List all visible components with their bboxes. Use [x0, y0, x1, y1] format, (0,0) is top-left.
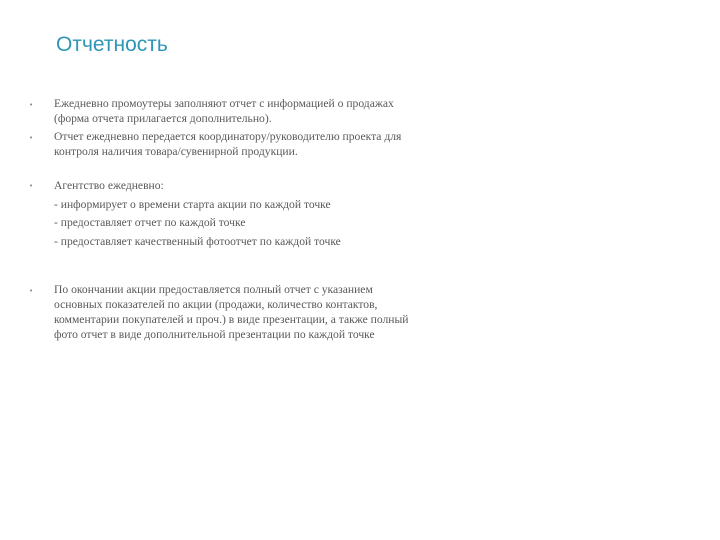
paragraph-line: комментарии покупателей и проч.) в виде презентации, а также полный — [54, 313, 409, 326]
paragraph-line: (форма отчета прилагается дополнительно). — [54, 112, 272, 125]
paragraph-line: фото отчет в виде дополнительной презентации по каждой точке — [54, 328, 375, 341]
bullet-icon: • — [29, 287, 34, 295]
paragraph-line: Ежедневно промоутеры заполняют отчет с информацией о продажах — [54, 97, 394, 110]
paragraph-report-transfer — [54, 129, 401, 159]
slide-title: Отчетность — [56, 33, 168, 56]
paragraph-line: Отчет ежедневно передается координатору/руководителю проекта для — [54, 130, 402, 143]
paragraph-line: контроля наличия товара/сувенирной продукции. — [54, 145, 298, 158]
bullet-icon: • — [29, 134, 34, 142]
bullet-icon: • — [29, 101, 34, 109]
paragraph-agency-daily — [54, 177, 341, 251]
paragraph-line: Агентство ежедневно: — [54, 179, 164, 192]
paragraph-daily-sales-report — [54, 96, 394, 126]
paragraph-line: основных показателей по акции (продажи, количество контактов, — [54, 298, 378, 311]
paragraph-line: По окончании акции предоставляется полный отчет с указанием — [54, 283, 373, 296]
paragraph-line: - предоставляет отчет по каждой точке — [54, 216, 246, 229]
bullet-icon: • — [29, 182, 34, 190]
paragraph-line: - информирует о времени старта акции по каждой точке — [54, 197, 331, 211]
paragraph-line: - предоставляет качественный фотоотчет по каждой точке — [54, 234, 341, 248]
paragraph-final-report — [54, 282, 409, 342]
